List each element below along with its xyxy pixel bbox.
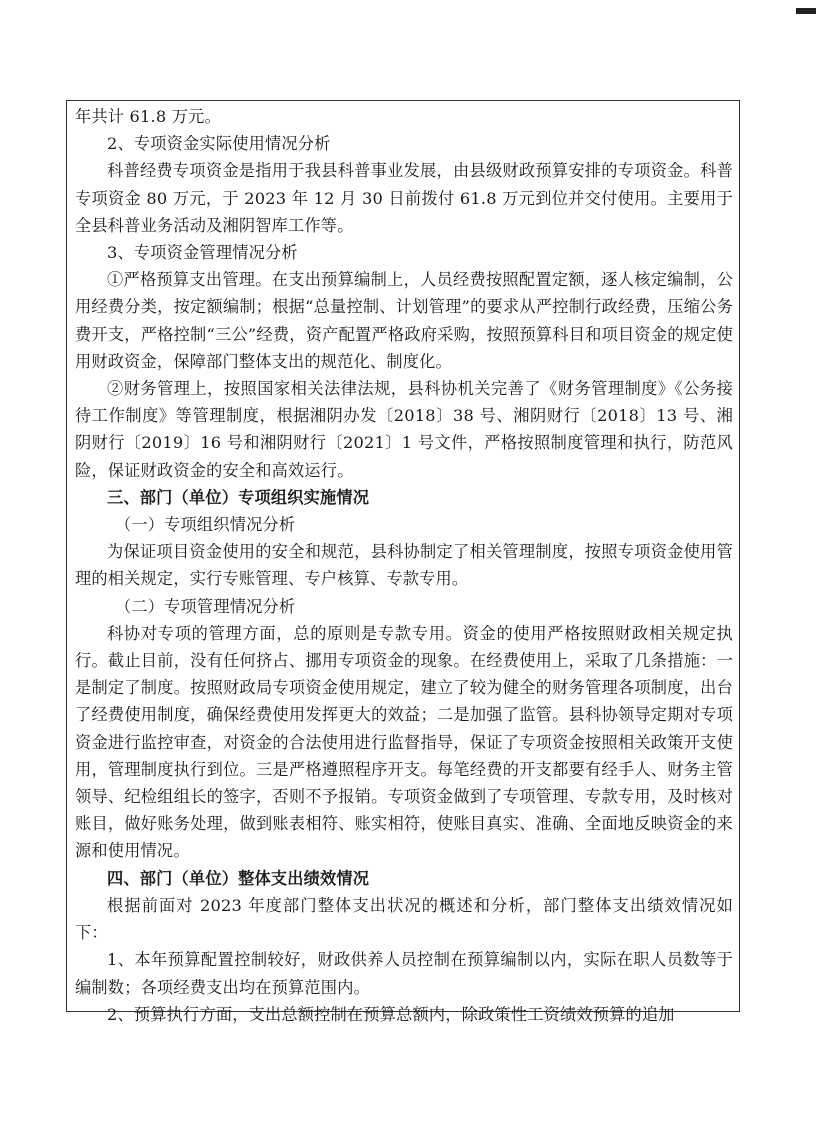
subheading-fund-management: 3、专项资金管理情况分析	[107, 243, 298, 263]
subheading-organization-analysis: （一）专项组织情况分析	[115, 515, 296, 535]
paragraph-performance-intro: 根据前面对 2023 年度部门整体支出状况的概述和分析，部门整体支出绩效情况如下：	[75, 895, 733, 943]
scan-edge-mark	[796, 8, 816, 14]
subheading-special-fund-usage: 2、专项资金实际使用情况分析	[107, 134, 331, 154]
document-frame	[66, 100, 740, 1024]
paragraph-management-measures: 科协对专项的管理方面，总的原则是专款专用。资金的使用严格按照财政相关规定执行。截止目前，没有任何挤占、挪用专项资金的现象。在经费使用上，采取了几条措施：一是制定了制度。按照财政局专项资金使用规定，建立了较为健全的财务管理各项制度，出台了经费使用制度，确保经费使用发挥更大的效益；二是加强了监管。县科协领导定期对专项资金进行监控审查，对资金的合法使用进行监督指导，保证了专项资金按照相关政策开支使用，管理制度执行到位。三是严格遵照程序开支。每笔经费的开支都要有经手人、财务主管领导、纪检组组长的签字，否则不予报销。专项资金做到了专项管理、专款专用，及时核对账目，做好账务处理，做到账表相符、账实相符，使账目真实、准确、全面地反映资金的来源和使用情况。	[75, 623, 733, 861]
section-heading-3: 三、部门（单位）专项组织实施情况	[107, 487, 370, 507]
paragraph-performance-item-1: 1、本年预算配置控制较好，财政供养人员控制在预算编制以内，实际在职人员数等于编制数；各项经费支出均在预算范围内。	[75, 950, 733, 997]
paragraph-financial-management: ②财务管理上，按照国家相关法律法规，县科协机关完善了《财务管理制度》《公务接待工作制度》等管理制度，根据湘阴办发〔2018〕38 号、湘阴财行〔2018〕13 号、湘阴财行〔2019〕16 号和湘阴财行〔2021〕1 号文件，严格按照制度管理和执行，防范风险，保证财政资金的安全和高效运行。	[75, 379, 733, 480]
paragraph-continuation: 年共计 61.8 万元。	[75, 107, 221, 126]
paragraph-organization: 为保证项目资金使用的安全和规范，县科协制定了相关管理制度，按照专项资金使用管理的相关规定，实行专账管理、专户核算、专款专用。	[75, 542, 733, 589]
paragraph-budget-management: ①严格预算支出管理。在支出预算编制上，人员经费按照配置定额，逐人核定编制，公用经费分类，按定额编制；根据“总量控制、计划管理”的要求从严控制行政经费，压缩公务费开支，严格控制“三公”经费，资产配置严格政府采购，按照预算科目和项目资金的规定使用财政资金，保障部门整体支出的规范化、制度化。	[75, 270, 733, 371]
section-heading-4: 四、部门（单位）整体支出绩效情况	[107, 868, 370, 888]
paragraph-performance-item-2: 2、预算执行方面，支出总额控制在预算总额内，除政策性工资绩效预算的追加	[107, 1004, 675, 1024]
paragraph-fund-description: 科普经费专项资金是指用于我县科普事业发展，由县级财政预算安排的专项资金。科普专项资金 80 万元，于 2023 年 12 月 30 日前拨付 61.8 万元到位并交付使用。主要用于全县科普业务活动及湘阴智库工作等。	[75, 161, 733, 235]
subheading-management-analysis: （二）专项管理情况分析	[115, 596, 296, 616]
